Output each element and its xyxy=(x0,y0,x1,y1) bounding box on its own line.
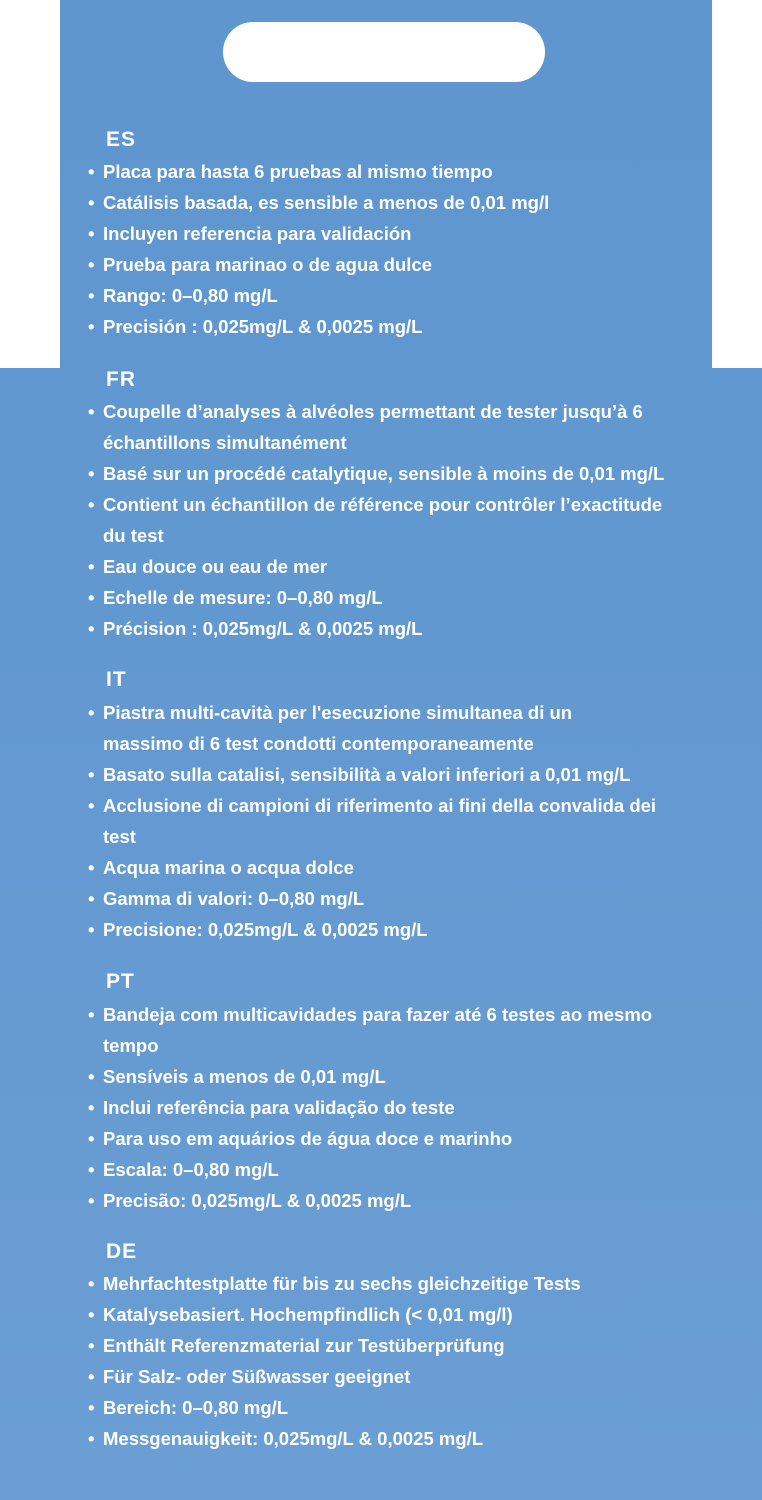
language-heading-es: ES xyxy=(106,128,137,151)
list-item: • Basé sur un procédé catalytique, sensible à moins de 0,01 mg/L xyxy=(88,458,664,489)
feature-list-pt xyxy=(88,999,652,1216)
hang-hole xyxy=(223,22,545,82)
list-item: • Für Salz- oder Süßwasser geeignet xyxy=(88,1361,581,1392)
list-item: • Incluyen referencia para validación xyxy=(88,218,549,249)
list-item: • Prueba para marinao o de agua dulce xyxy=(88,249,549,280)
list-item: • Catálisis basada, es sensible a menos de 0,01 mg/l xyxy=(88,187,549,218)
language-heading-de: DE xyxy=(106,1240,138,1263)
list-item: • Coupelle d’analyses à alvéoles permettant de tester jusqu’à 6 échantillons simultanément xyxy=(88,396,664,458)
list-item: • Acclusione di campioni di riferimento ai fini della convalida dei test xyxy=(88,790,656,852)
list-item: • Sensíveis a menos de 0,01 mg/L xyxy=(88,1061,652,1092)
list-item: • Precisione: 0,025mg/L & 0,0025 mg/L xyxy=(88,914,656,945)
package-cutout-left xyxy=(0,0,60,368)
list-item: • Escala: 0–0,80 mg/L xyxy=(88,1154,652,1185)
list-item: • Acqua marina o acqua dolce xyxy=(88,852,656,883)
list-item: • Enthält Referenzmaterial zur Testüberprüfung xyxy=(88,1330,581,1361)
language-heading-fr: FR xyxy=(106,368,136,391)
list-item: • Para uso em aquários de água doce e marinho xyxy=(88,1123,652,1154)
list-item: • Eau douce ou eau de mer xyxy=(88,551,664,582)
list-item: • Echelle de mesure: 0–0,80 mg/L xyxy=(88,582,664,613)
list-item: • Basato sulla catalisi, sensibilità a valori inferiori a 0,01 mg/L xyxy=(88,759,656,790)
list-item: • Inclui referência para validação do teste xyxy=(88,1092,652,1123)
list-item: • Piastra multi-cavità per l'esecuzione simultanea di un massimo di 6 test condotti contemporaneamente xyxy=(88,697,656,759)
list-item: • Précision : 0,025mg/L & 0,0025 mg/L xyxy=(88,613,664,644)
list-item: • Contient un échantillon de référence pour contrôler l’exactitude du test xyxy=(88,489,664,551)
feature-list-it xyxy=(88,697,656,945)
package-cutout-right xyxy=(712,0,762,368)
feature-list-de xyxy=(88,1268,581,1454)
language-heading-pt: PT xyxy=(106,970,135,993)
list-item: • Gamma di valori: 0–0,80 mg/L xyxy=(88,883,656,914)
list-item: • Messgenauigkeit: 0,025mg/L & 0,0025 mg/L xyxy=(88,1423,581,1454)
list-item: • Rango: 0–0,80 mg/L xyxy=(88,280,549,311)
list-item: • Precisão: 0,025mg/L & 0,0025 mg/L xyxy=(88,1185,652,1216)
feature-list-fr xyxy=(88,396,664,644)
list-item: • Placa para hasta 6 pruebas al mismo tiempo xyxy=(88,156,549,187)
list-item: • Bandeja com multicavidades para fazer até 6 testes ao mesmo tempo xyxy=(88,999,652,1061)
feature-list-es xyxy=(88,156,549,342)
list-item: • Mehrfachtestplatte für bis zu sechs gleichzeitige Tests xyxy=(88,1268,581,1299)
list-item: • Katalysebasiert. Hochempfindlich (< 0,01 mg/l) xyxy=(88,1299,581,1330)
list-item: • Bereich: 0–0,80 mg/L xyxy=(88,1392,581,1423)
language-heading-it: IT xyxy=(106,668,127,691)
list-item: • Precisión : 0,025mg/L & 0,0025 mg/L xyxy=(88,311,549,342)
